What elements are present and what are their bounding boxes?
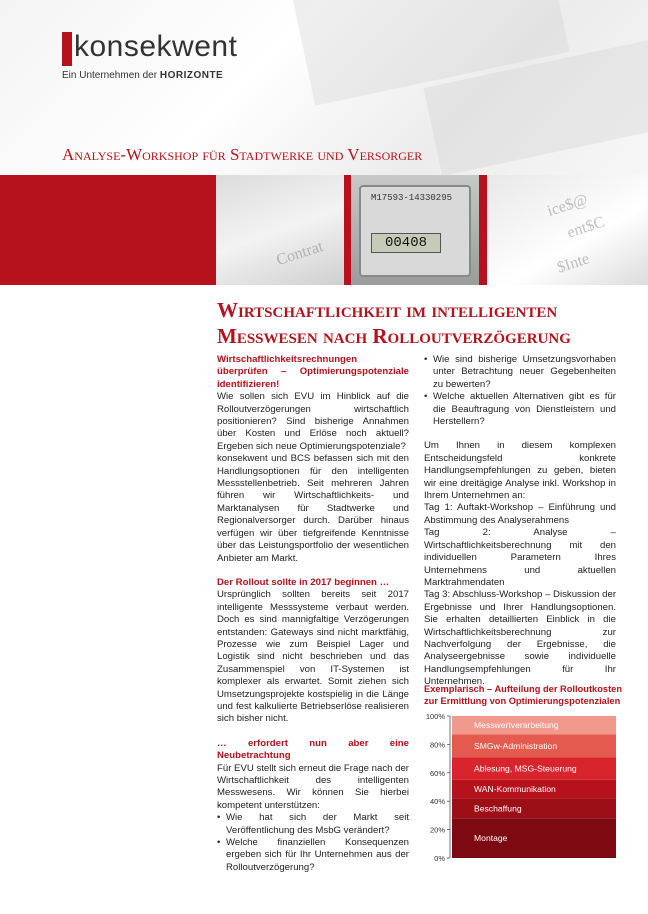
- right-column: [424, 354, 616, 689]
- section-heading: Wirtschaftlichkeitsrechnungen überprüfen – Optimierungspotenziale identifizieren!: [217, 354, 409, 390]
- chart-title: [424, 683, 624, 707]
- logo-mark: [62, 32, 72, 66]
- day3-label: Tag 3:: [424, 589, 451, 601]
- day3-text: Abschluss-Workshop – Diskussion der Ergebnisse und Ihrer Handlungsoptionen. Sie erhalten detaillierten Einblick in die Wirtschaftlichkeitsberechnung zur Nachverfolgung der Ergebnisse, die Analyseergebnisse sowie individuelle Handlungsempfehlungen für Ihr Unternehmen.: [424, 589, 617, 688]
- document-subtitle: Analyse-Workshop für Stadtwerke und Versorger: [62, 145, 423, 164]
- paragraph: konsekwent und BCS befassen sich mit den Handlungsoptionen für den intelligenten Messstellenbetrieb. Seit mehreren Jahren führen wir Wirtschaftlichkeits- und Marktanalysen für Stadtwerke und Regionalversorger durch. Darüber hinaus verfügen wir über tiefgreifende Kenntnisse über das Leistungsportfolio der wesentlichen Anbieter am Markt.: [217, 453, 409, 564]
- workshop-day-1: Tag 1: Auftakt-Workshop – Einführung und Abstimmung des Analyserahmens: [424, 502, 616, 526]
- brand-tagline: [62, 70, 223, 81]
- list-item: • Welche finanziellen Konsequenzen ergeben sich für Ihr Unternehmen aus der Rolloutverzögerung?: [217, 837, 409, 874]
- list-item: • Welche aktuellen Alternativen gibt es für die Beauftragung von Dienstleistern und Herstellern?: [424, 391, 616, 428]
- main-title: [217, 297, 637, 349]
- section-heading: Der Rollout sollte in 2017 beginnen …: [217, 576, 390, 588]
- y-tick-label: 60%: [429, 768, 445, 778]
- main-title-line: Messwesen nach Rolloutverzögerung: [217, 324, 571, 348]
- main-title-line: Wirtschaftlichkeit im intelligenten: [217, 298, 558, 322]
- y-tick-label: 20%: [429, 825, 445, 835]
- cost-chart: [424, 683, 624, 863]
- segment-label: Ablesung, MSG-Steuerung: [474, 763, 577, 774]
- paragraph: Für EVU stellt sich erneut die Frage nach der Wirtschaftlichkeit des intelligenten Messwesens. Wir können Sie hierbei kompetent unterstützen:: [217, 762, 409, 811]
- meter-display: 00408: [371, 233, 441, 253]
- y-tick-label: 40%: [429, 797, 445, 807]
- chart-title-line: zur Ermittlung von Optimierungspotenzialen: [424, 696, 621, 706]
- list-item: • Wie sind bisherige Umsetzungsvorhaben unter Betrachtung neuer Gegebenheiten zu bewerten?: [424, 354, 616, 391]
- paragraph: Wie sollen sich EVU im Hinblick auf die Rolloutverzögerungen wirtschaftlich positionieren? Sind bisherige Annahmen über Kosten und Erlöse noch aktuell? Ergeben sich neue Optimierungspotenziale?: [217, 391, 409, 452]
- tagline-brand: HORIZONTE: [159, 70, 224, 81]
- workshop-day-3: [424, 589, 616, 688]
- photo-text: Contrat: [274, 238, 326, 270]
- meter-id: M17593-14330295: [371, 193, 453, 203]
- bullet-list: [424, 354, 616, 428]
- list-item: • Wie hat sich der Markt seit Veröffentlichung des MsbG verändert?: [217, 812, 409, 837]
- photo-strip: [0, 175, 648, 285]
- section-heading: … erfordert nun aber eine Neubetrachtung: [217, 737, 409, 762]
- chart-title-line: Exemplarisch – Aufteilung der Rolloutkosten: [424, 684, 623, 694]
- segment-label: Messwertverarbeitung: [474, 720, 559, 731]
- photo-contract: [216, 175, 344, 285]
- meter-body: [359, 185, 471, 277]
- photo-text: $Inte: [555, 250, 592, 277]
- chart-plot: [424, 713, 624, 863]
- left-column: [217, 354, 409, 874]
- segment-label: SMGw-Administration: [474, 740, 558, 751]
- y-tick-label: 100%: [425, 713, 445, 721]
- segment-label: Montage: [474, 833, 508, 844]
- segment-label: WAN-Kommunikation: [474, 784, 556, 795]
- brand-name: konsekwent: [74, 30, 238, 63]
- y-tick-label: 80%: [429, 740, 445, 750]
- photo-finance: [487, 175, 648, 285]
- workshop-day-2: Tag 2: Analyse – Wirtschaftlichkeitsberechnung mit den individuellen Parametern Ihres Unternehmens und aktuellen Marktrahmendaten: [424, 527, 616, 588]
- paragraph: Um Ihnen in diesem komplexen Entscheidungsfeld konkrete Handlungsempfehlungen zu geben, bieten wir eine dreitägige Analyse inkl. Workshop in Ihrem Unternehmen an:: [424, 440, 616, 502]
- header-band: [0, 0, 648, 175]
- photo-meter: [351, 175, 479, 285]
- segment-label: Beschaffung: [474, 803, 522, 814]
- y-tick-label: 0%: [434, 854, 445, 863]
- tagline-prefix: Ein Unternehmen der: [62, 70, 158, 81]
- paragraph: Ursprünglich sollten bereits seit 2017 intelligente Messsysteme verbaut werden. Doch es sind mannigfaltige Verzögerungen entstanden: Gateways sind nicht marktfähig, Prozesse wie zum Beispiel Lager und Logistik sind nicht beschrieben und das Zusammenspiel von IT-Systemen ist komplexer als erwartet. Somit ziehen sich Umsetzungsprojekte kostspielig in die Länge und fest kalkulierte Betriebserlöse realisieren sich bisher nicht.: [217, 589, 409, 725]
- photo-text: ent$C: [565, 213, 607, 242]
- bullet-list: [217, 812, 409, 874]
- photo-text: ice$@: [545, 191, 590, 221]
